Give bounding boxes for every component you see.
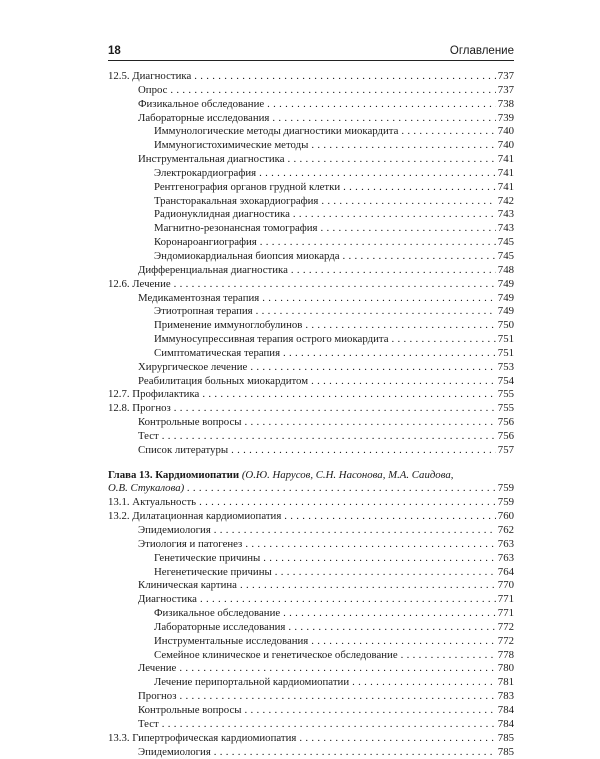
toc-entry-page: 749 (496, 292, 514, 306)
toc-entry (108, 635, 514, 649)
toc-entry-label: 13.3. Гипертрофическая кардиомиопатия (108, 732, 296, 744)
toc-entry-page: 783 (496, 690, 514, 704)
toc-entry-page: 760 (496, 510, 514, 524)
toc-entry (108, 649, 514, 663)
toc-entry-label: Негенетические причины (154, 566, 272, 578)
toc-section-chapter-12 (108, 70, 514, 458)
toc-entry (108, 732, 514, 746)
toc-entry-label: Иммунологические методы диагностики миокардита (154, 125, 398, 137)
toc-entry (108, 718, 514, 732)
toc-entry-page: 745 (496, 250, 514, 264)
toc-entry (108, 250, 514, 264)
toc-entry-label: Радионуклидная диагностика (154, 208, 290, 220)
toc-entry-label: 12.7. Профилактика (108, 388, 199, 400)
toc-entry (108, 278, 514, 292)
toc-entry-label: Реабилитация больных миокардитом (138, 375, 308, 387)
toc-entry-page: 756 (496, 430, 514, 444)
toc-entry-label: Список литературы (138, 444, 228, 456)
toc-entry (108, 416, 514, 430)
toc-entry (108, 84, 514, 98)
toc-entry (108, 552, 514, 566)
toc-entry (108, 125, 514, 139)
toc-entry-label: Генетические причины (154, 552, 260, 564)
toc-entry-page: 748 (496, 264, 514, 278)
toc-entry (108, 181, 514, 195)
toc-entry-page: 778 (496, 649, 514, 663)
toc-entry-label: Эпидемиология (138, 524, 211, 536)
toc-entry-label: Лабораторные исследования (138, 112, 269, 124)
toc-entry-label: Контрольные вопросы (138, 704, 242, 716)
toc-entry-page: 737 (496, 70, 514, 84)
toc-entry (108, 430, 514, 444)
toc-entry (108, 607, 514, 621)
toc-entry-page: 740 (496, 125, 514, 139)
page-header (108, 44, 514, 61)
toc-entry-page: 785 (496, 732, 514, 746)
toc-entry-label: Тест (138, 718, 159, 730)
toc-entry-page: 785 (496, 746, 514, 759)
toc-entry (108, 375, 514, 389)
toc-entry (108, 195, 514, 209)
toc-entry-label: Применение иммуноглобулинов (154, 319, 302, 331)
chapter-authors-line-2: О.В. Стукалова) (108, 482, 184, 494)
toc-entry-page: 770 (496, 579, 514, 593)
toc-entry-page: 756 (496, 416, 514, 430)
toc-entry (108, 690, 514, 704)
toc-entry-label: Этиотропная терапия (154, 305, 253, 317)
toc-entry-label: Симптоматическая терапия (154, 347, 280, 359)
chapter-heading-line-2 (108, 482, 514, 496)
toc-entry-page: 749 (496, 305, 514, 319)
toc-entry-page: 745 (496, 236, 514, 250)
toc-entry-label: 12.8. Прогноз (108, 402, 171, 414)
toc-entry-page: 739 (496, 112, 514, 126)
toc-entry-label: 12.5. Диагностика (108, 70, 191, 82)
toc-entry (108, 662, 514, 676)
toc-entry-label: Физикальное обследование (138, 98, 264, 110)
toc-entry (108, 746, 514, 759)
toc-entry (108, 676, 514, 690)
toc-entry (108, 236, 514, 250)
toc-entry-page: 763 (496, 552, 514, 566)
section-title: Оглавление (450, 44, 514, 58)
toc-entry-label: Контрольные вопросы (138, 416, 242, 428)
toc-entry (108, 444, 514, 458)
toc-entry (108, 264, 514, 278)
toc-entry-page: 771 (496, 593, 514, 607)
toc-entry-page: 742 (496, 195, 514, 209)
toc-entry-label: Физикальное обследование (154, 607, 280, 619)
toc-gap (108, 458, 514, 469)
toc-entry-label: Инструментальные исследования (154, 635, 308, 647)
toc-entry (108, 305, 514, 319)
toc-entry-page: 762 (496, 524, 514, 538)
toc-entry-page: 737 (496, 84, 514, 98)
toc-entry (108, 112, 514, 126)
toc-section-chapter-13 (108, 496, 514, 759)
toc-entry-label: Коронароангиография (154, 236, 257, 248)
toc-entry-label: Электрокардиография (154, 167, 256, 179)
toc-entry-label: Трансторакальная эхокардиография (154, 195, 318, 207)
toc-entry-label: Лечение (138, 662, 176, 674)
toc-entry-label: Эпидемиология (138, 746, 211, 758)
toc-entry-page: 741 (496, 167, 514, 181)
toc-entry (108, 361, 514, 375)
toc-entry-label: Инструментальная диагностика (138, 153, 285, 165)
toc-entry-page: 772 (496, 621, 514, 635)
toc-entry (108, 593, 514, 607)
toc-entry-page: 771 (496, 607, 514, 621)
toc-entry-label: Дифференциальная диагностика (138, 264, 288, 276)
toc-entry-page: 780 (496, 662, 514, 676)
toc-entry (108, 524, 514, 538)
toc-entry (108, 333, 514, 347)
chapter-title: Глава 13. Кардиомиопатии (108, 469, 239, 481)
toc-entry (108, 496, 514, 510)
toc-entry-label: 13.1. Актуальность (108, 496, 196, 508)
toc-entry-label: Лечение перипортальной кардиомиопатии (154, 676, 349, 688)
toc-entry-page: 754 (496, 375, 514, 389)
toc-entry (108, 347, 514, 361)
toc-entry-page: 759 (496, 496, 514, 510)
table-of-contents (108, 70, 514, 759)
toc-entry (108, 621, 514, 635)
toc-entry-label: Прогноз (138, 690, 176, 702)
toc-entry (108, 208, 514, 222)
toc-entry-page: 743 (496, 222, 514, 236)
toc-entry-page: 755 (496, 388, 514, 402)
toc-entry-label: Клиническая картина (138, 579, 237, 591)
toc-entry-page: 743 (496, 208, 514, 222)
toc-entry-label: Рентгенография органов грудной клетки (154, 181, 340, 193)
toc-entry (108, 292, 514, 306)
chapter-heading-line-1 (108, 469, 514, 483)
chapter-authors-line-1: (О.Ю. Нарусов, С.Н. Насонова, М.А. Саидова, (242, 469, 454, 481)
toc-entry-page: 764 (496, 566, 514, 580)
toc-entry-label: Хирургическое лечение (138, 361, 247, 373)
toc-entry-page: 784 (496, 704, 514, 718)
page-number: 18 (108, 44, 121, 58)
toc-entry-page: 741 (496, 181, 514, 195)
toc-entry (108, 139, 514, 153)
toc-entry (108, 704, 514, 718)
toc-entry (108, 167, 514, 181)
toc-entry (108, 388, 514, 402)
toc-entry (108, 98, 514, 112)
toc-entry-label: Медикаментозная терапия (138, 292, 259, 304)
toc-entry (108, 402, 514, 416)
toc-entry-page: 751 (496, 347, 514, 361)
toc-entry-label: Этиология и патогенез (138, 538, 242, 550)
toc-entry-page: 740 (496, 139, 514, 153)
toc-entry-label: Опрос (138, 84, 167, 96)
toc-entry-label: Лабораторные исследования (154, 621, 285, 633)
toc-entry-label: Иммуносупрессивная терапия острого миокардита (154, 333, 388, 345)
toc-entry-page: 753 (496, 361, 514, 375)
toc-entry-page: 772 (496, 635, 514, 649)
toc-entry-page: 741 (496, 153, 514, 167)
toc-entry-label: Семейное клиническое и генетическое обследование (154, 649, 398, 661)
toc-entry-label: 12.6. Лечение (108, 278, 171, 290)
toc-entry-page: 757 (496, 444, 514, 458)
toc-entry-label: Иммуногистохимические методы (154, 139, 308, 151)
toc-entry-label: Тест (138, 430, 159, 442)
toc-entry-page: 784 (496, 718, 514, 732)
toc-entry (108, 579, 514, 593)
toc-entry (108, 510, 514, 524)
toc-entry-page: 750 (496, 319, 514, 333)
toc-entry (108, 222, 514, 236)
toc-entry (108, 70, 514, 84)
toc-entry-page: 781 (496, 676, 514, 690)
toc-entry-page: 751 (496, 333, 514, 347)
toc-entry-label: Диагностика (138, 593, 197, 605)
toc-entry (108, 153, 514, 167)
toc-entry-page: 738 (496, 98, 514, 112)
toc-entry-page: 749 (496, 278, 514, 292)
chapter-page: 759 (496, 482, 514, 496)
toc-entry-label: Магнитно-резонансная томография (154, 222, 318, 234)
toc-entry (108, 319, 514, 333)
toc-entry-page: 755 (496, 402, 514, 416)
toc-entry-page: 763 (496, 538, 514, 552)
toc-entry-label: Эндомиокардиальная биопсия миокарда (154, 250, 340, 262)
toc-entry (108, 566, 514, 580)
toc-entry (108, 538, 514, 552)
toc-entry-label: 13.2. Дилатационная кардиомиопатия (108, 510, 281, 522)
